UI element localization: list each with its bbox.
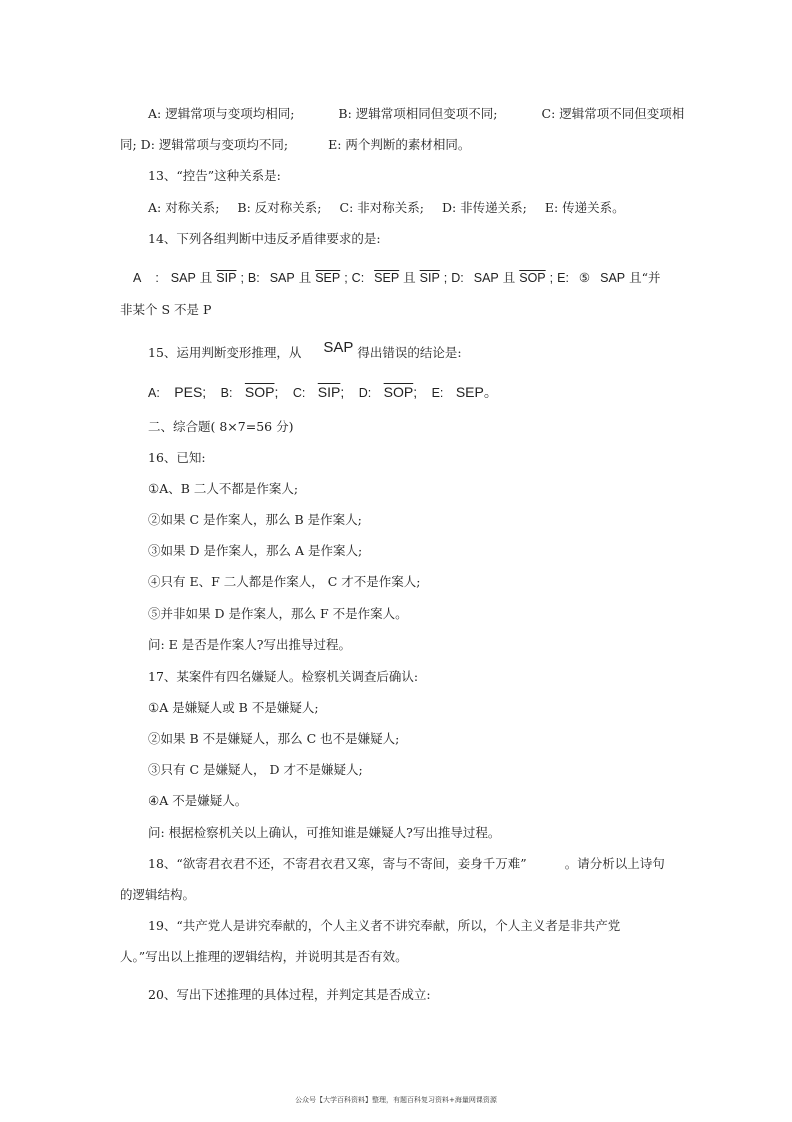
q14-continuation: 非某个 S 不是 P [120, 302, 212, 317]
q14-c-and: 且 [403, 270, 416, 285]
q14-a-term2: $\overline{SIP}$ [216, 271, 237, 285]
question-19: 19、“共产党人是讲究奉献的，个人主义者不讲究奉献，所以，个人主义者是非共产党 [148, 918, 621, 933]
q12-option-a: A: 逻辑常项与变项均相同; [148, 106, 295, 121]
q12-option-c: C: 逻辑常项不同但变项相 [541, 106, 685, 121]
question-18 [148, 856, 665, 872]
q15-suffix: 得出错误的结论是: [357, 345, 462, 360]
q15-a: PES [174, 384, 203, 400]
q14-b-term1: SAP [269, 271, 295, 285]
q16-premise-4: ④只有 E、F 二人都是作案人， C 才不是作案人; [148, 574, 421, 589]
q15-e: SEP。 [455, 384, 498, 400]
q17-premise-2: ②如果 B 不是嫌疑人，那么 C 也不是嫌疑人; [148, 731, 400, 746]
q13-options [148, 200, 625, 216]
section-2-heading: 二、综合题( 8×7=56 分) [148, 419, 294, 434]
question-14: 14、下列各组判断中违反矛盾律要求的是: [148, 231, 381, 246]
q12-option-e: E: 两个判断的素材相同。 [328, 137, 471, 152]
q18-continuation: 的逻辑结构。 [120, 887, 196, 902]
q17-premise-4: ④A 不是嫌疑人。 [148, 793, 248, 808]
q12-options-line2 [120, 137, 470, 153]
q15-sap: SAP [323, 339, 354, 356]
q14-e-term1: SAP [600, 271, 626, 285]
q12-option-d: 同; D: 逻辑常项与变项均不同; [120, 137, 289, 152]
q17-premise-3: ③只有 C 是嫌疑人， D 才不是嫌疑人; [148, 762, 363, 777]
q16-premise-1: ①A、B 二人不都是作案人; [148, 481, 299, 496]
question-17: 17、某案件有四名嫌疑人。检察机关调查后确认: [148, 669, 419, 684]
q14-a-term1: SAP [170, 271, 196, 285]
q15-c-label: C: [292, 386, 306, 400]
question-20: 20、写出下述推理的具体过程，并判定其是否成立: [148, 987, 431, 1002]
q15-b: $\overline{SOP}$ [244, 384, 275, 400]
q16-premise-5: ⑤并非如果 D 是作案人，那么 F 不是作案人。 [148, 606, 408, 621]
q14-b-label: B: [247, 271, 260, 285]
q15-d-semi: ; [413, 384, 418, 400]
q15-c: $\overline{SIP}$ [317, 384, 341, 400]
q17-question: 问: 根据检察机关以上确认，可推知谁是嫌疑人?写出推导过程。 [148, 825, 501, 840]
question-15 [148, 339, 462, 361]
q14-d-term2: $\overline{SOP}$ [519, 271, 546, 285]
q14-d-term1: SAP [473, 271, 499, 285]
q13-option-b: B: 反对称关系; [237, 200, 322, 215]
q14-c-term1: $\overline{SEP}$ [374, 271, 400, 285]
q18-text-tail: 。请分析以上诗句 [564, 856, 665, 871]
q14-a-semi: ; [240, 271, 244, 285]
q16-premise-2: ②如果 C 是作案人，那么 B 是作案人; [148, 512, 362, 527]
q14-c-term2: $\overline{SIP}$ [419, 271, 440, 285]
q14-e-circle: ⑤ [578, 270, 591, 285]
q15-d: $\overline{SOP}$ [383, 384, 414, 400]
q19-continuation: 人。”写出以上推理的逻辑结构，并说明其是否有效。 [120, 949, 408, 964]
q14-a-and: 且 [199, 270, 213, 285]
q14-options [133, 270, 661, 286]
q14-e-tail: “并 [641, 270, 661, 285]
q14-d-and: 且 [502, 270, 516, 285]
q18-text: 18、“欲寄君衣君不还，不寄君衣君又寒，寄与不寄间，妾身千万难” [148, 856, 527, 871]
q15-b-label: B: [220, 386, 233, 400]
q16-question: 问: E 是否是作案人?写出推导过程。 [148, 637, 351, 652]
q15-e-label: E: [431, 386, 444, 400]
q13-option-e: E: 传递关系。 [544, 200, 625, 215]
q14-a-colon: : [155, 271, 159, 285]
q14-b-semi: ; [344, 271, 348, 285]
q13-option-d: D: 非传递关系; [441, 200, 527, 215]
q17-premise-1: ①A 是嫌疑人或 B 不是嫌疑人; [148, 700, 319, 715]
q14-e-and: 且 [629, 270, 642, 285]
q14-b-term2: $\overline{SEP}$ [315, 271, 341, 285]
q13-option-c: C: 非对称关系; [339, 200, 424, 215]
q14-d-label: D: [451, 271, 464, 285]
q13-option-a: A: 对称关系; [148, 200, 220, 215]
q15-a-semi: ; [202, 384, 207, 400]
q14-e-label: E: [557, 271, 569, 285]
q15-c-semi: ; [340, 384, 345, 400]
q12-option-b: B: 逻辑常项相同但变项不同; [338, 106, 498, 121]
q15-d-label: D: [358, 386, 372, 400]
q16-premise-3: ③如果 D 是作案人，那么 A 是作案人; [148, 543, 363, 558]
question-16: 16、已知: [148, 450, 206, 465]
q14-a-label: A [133, 271, 142, 285]
q12-options-line1 [148, 106, 684, 122]
q14-d-semi: ; [549, 271, 554, 285]
q14-c-label: C: [351, 271, 365, 285]
footer-note: 公众号【大学百科资料】整理，有题百科复习资料+海量网课资源 [295, 1096, 497, 1104]
q15-options [148, 384, 498, 401]
q14-b-and: 且 [298, 270, 312, 285]
q14-c-semi: ; [443, 271, 448, 285]
q15-a-label: A: [148, 386, 160, 400]
q15-b-semi: ; [274, 384, 279, 400]
q15-prefix: 15、运用判断变形推理，从 [148, 345, 302, 360]
question-13: 13、“控告”这种关系是: [148, 168, 281, 183]
